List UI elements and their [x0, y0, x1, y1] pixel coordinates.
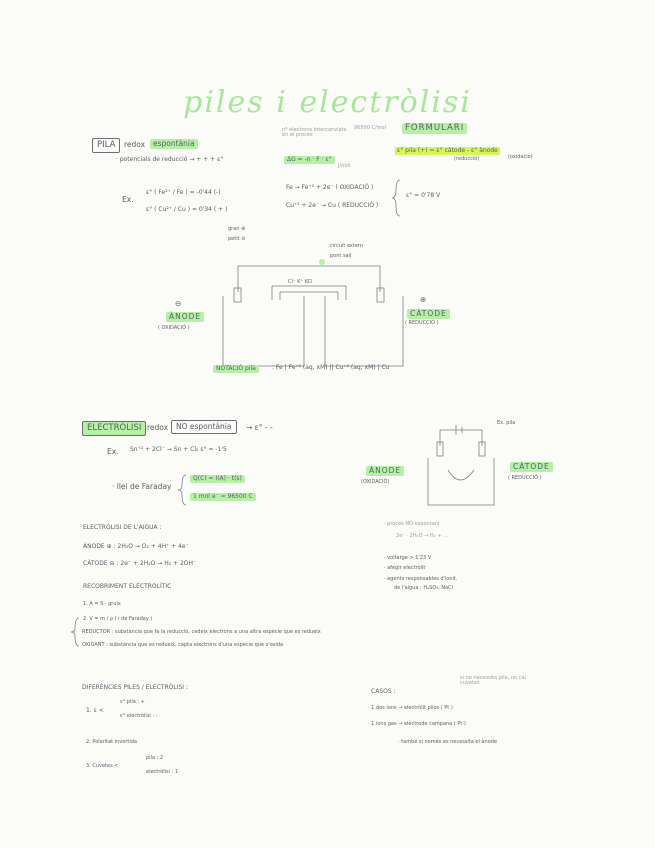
recob-2: 2. V = m / ρ ( i de Faraday ) [83, 616, 153, 622]
dif-3: 3. Cuvetes < [86, 763, 119, 769]
formulari-epila: ε° pila (+) = ε° càtode - ε° ànode [397, 147, 498, 154]
note-2: 2e⁻ · 2H₂O → H₂ + ... [396, 533, 448, 539]
note-3: · voltatge > 1'23 V [384, 555, 432, 561]
diferencies-heading: DIFERÈNCIES PILES / ELECTRÒLISI : [82, 684, 189, 691]
pila-joule: J/mol [338, 163, 351, 169]
pila-potencials: · potencials de reducció → + + + ε° [116, 156, 224, 163]
pila-nelectrons: nº electrons intercanviats en el procés [282, 127, 347, 138]
pila-ex: Ex. [122, 195, 134, 204]
pila-r1: Fe → Fe⁺² + 2e⁻ ( OXIDACIÓ ) [286, 184, 374, 191]
catode-label: CÀTODE [407, 309, 450, 319]
formulari-oxidacio: (oxidació) [508, 154, 533, 160]
recob-heading: RECOBRIMENT ELECTROLÍTIC [83, 583, 172, 590]
pila-deltaG: ΔG = -n · F · ε° [284, 156, 335, 164]
anode-beaker [223, 296, 304, 366]
electrolisi-redox: redox [147, 423, 169, 432]
faraday-f2: 1 mol e⁻ = 96500 C [190, 493, 256, 501]
electrolisi-catode-red: ( REDUCCIÓ ) [508, 475, 542, 481]
catode-sign: ⊕ [420, 295, 427, 304]
oxidant-def: OXIDANT : substància que es redueix, capta electrons d'una espècie que s'oxida [82, 642, 284, 648]
electrolisi-catode: CÀTODE [510, 462, 553, 472]
note-1: · procés NO espontani [384, 521, 440, 527]
salt-bridge [272, 286, 346, 300]
electrolisi-arrow: → ε° - - [246, 423, 273, 432]
ex-pila: Ex. pila [497, 420, 516, 426]
faraday-f1: Q(C) = I(A) · t(s) [190, 475, 245, 483]
electrolisi-no-esp: NO espontània [171, 420, 237, 434]
pila-faraday: 96500 C/mol [354, 125, 386, 131]
aigua-anode: ÀNODE ⊕ : 2H₂O → O₂ + 4H⁺ + 4e⁻ [83, 543, 189, 550]
pila-petit: petit ⊖ [228, 236, 246, 242]
dif-2: 2. Polaritat invertida [86, 739, 137, 745]
pila-espontania: espontània [150, 139, 198, 149]
electrolisi-anode-ox: (OXIDACIÓ) [361, 479, 390, 485]
pila-e1: ε° ( Fe²⁺ / Fe ) = -0'44 (-) [146, 189, 221, 196]
electrolysis-wire [440, 430, 482, 446]
brace-redox [71, 618, 79, 646]
electrolisi-ex: Ex. [107, 447, 119, 456]
formulari-label: FORMULARI [402, 123, 467, 134]
dif-1: 1. ε < [86, 707, 104, 714]
dif-1a: ε° pila : + [120, 699, 145, 705]
pila-r2: Cu⁺² + 2e⁻ → Cu ( REDUCCIÓ ) [286, 202, 379, 209]
notacio-label: NOTACIÓ pila [213, 365, 259, 373]
casos-heading: CASOS : [371, 688, 396, 695]
dif-1b: ε° electròlisi : - [120, 713, 158, 719]
electrolisi-anode: ÀNODE [366, 466, 404, 476]
bulb-icon [319, 259, 325, 265]
anode-oxidacio: ( OXIDACIÓ ) [158, 325, 190, 331]
casos-1: · 1 dos ions → electròlit pilos ( Pt ) [368, 705, 453, 711]
note-6: de l'aigua : H₂SO₄, NaCl [394, 585, 454, 591]
casos-note: si no necessita pila, no cal cuvetes [460, 675, 526, 686]
electrolysis-beaker [428, 458, 494, 505]
aigua-catode: CÀTODE ⊖ : 2e⁻ + 2H₂O → H₂ + 2OH⁻ [83, 560, 197, 567]
reductor-def: REDUCTOR : substància que fa la reducció, cedeix electrons a una altra espècie que es redueix [82, 629, 321, 635]
llei-faraday: · llei de Faraday [112, 482, 172, 491]
electrolisi-heading: ELECTRÒLISI [82, 421, 146, 436]
brace-right-1 [392, 180, 400, 216]
dif-3b: electròlisi : 1 [146, 769, 179, 775]
pont-ions: Cl⁻ K⁺ KCl [288, 279, 313, 285]
aigua-heading: ELECTRÒLISI DE L'AIGUA : [83, 524, 162, 531]
casos-3: · també si només es necessita el ànode [398, 739, 498, 745]
cathode-beaker [325, 296, 403, 366]
pila-heading: PILA [92, 138, 120, 153]
anode-label: ÀNODE [166, 312, 204, 322]
pila-gran: gran ⊕ [228, 226, 246, 232]
catode-reduccio: ( REDUCCIÓ ) [405, 320, 439, 326]
casos-2: · 1 ions gas → elèctrode campana ( Pt ) [368, 721, 466, 727]
dif-3a: pila : 2 [146, 755, 164, 761]
note-4: · afegir electròlit [384, 565, 426, 571]
notacio-value: : Fe | Fe⁺² (aq, xM) || Cu⁺² (aq, xM) | Cu [272, 364, 390, 371]
brace-faraday [178, 475, 186, 505]
pila-redox: redox [124, 140, 146, 149]
circuit-label: circuit extern [330, 243, 364, 249]
page-title: piles i electròlisi [183, 85, 472, 120]
note-5: · agents responsables d'ionit. [384, 576, 458, 582]
electrolisi-eq: Sn⁺² + 2Cl⁻ → Sn + Cl₂ ε° = -1'5 [130, 446, 227, 453]
anode-electrode [234, 288, 241, 302]
pila-e2: ε° ( Cu²⁺ / Cu ) = 0'34 ( + ) [146, 206, 228, 213]
pila-eres: ε° = 0'78 V [406, 192, 441, 199]
anode-sign: ⊖ [175, 299, 182, 308]
cathode-electrode [377, 288, 384, 302]
recob-1: 1. A = S · gruix [83, 601, 121, 607]
pont-label: pont salí [330, 253, 352, 259]
formulari-reduccio: (reducció) [454, 156, 480, 162]
